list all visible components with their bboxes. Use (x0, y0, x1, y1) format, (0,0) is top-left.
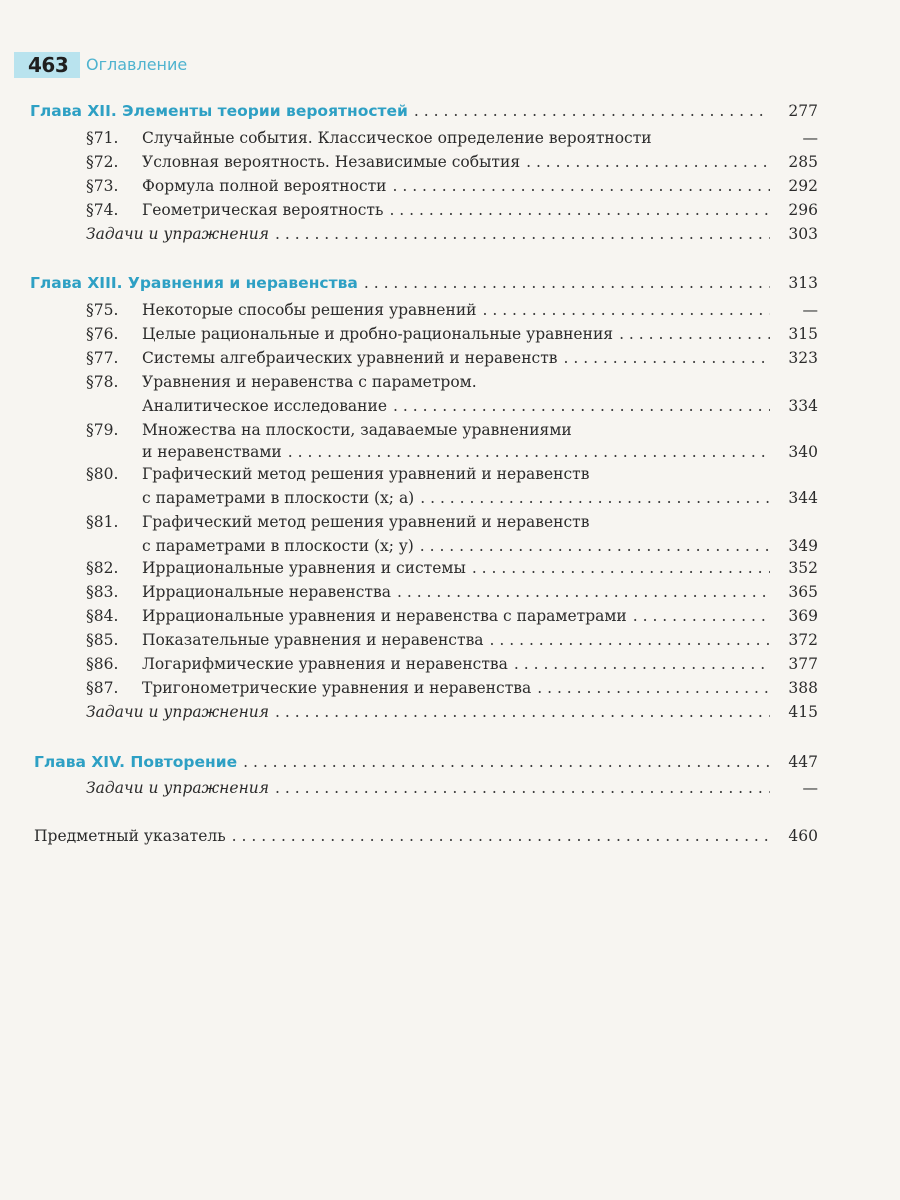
toc-item-83[interactable] (86, 580, 818, 604)
page-ref: 365 (788, 583, 818, 601)
toc-item-76[interactable] (86, 322, 818, 346)
dot-leader (393, 394, 770, 418)
section-number: §75. (86, 301, 119, 319)
page-ref: 303 (788, 225, 818, 243)
dot-leader (537, 676, 770, 700)
page-ref: 415 (788, 703, 818, 721)
section-title-cont: с параметрами в плоскости (x; a) (142, 489, 415, 507)
page-ref: 447 (788, 753, 818, 771)
page-ref: 315 (788, 325, 818, 343)
section-number: §87. (86, 679, 119, 697)
toc-chapter-14[interactable] (34, 750, 818, 774)
dot-leader (633, 604, 770, 628)
toc-item-85[interactable] (86, 628, 818, 652)
page-ref: 323 (788, 349, 818, 367)
toc-item-78[interactable] (142, 394, 818, 418)
page-ref: 349 (788, 537, 818, 555)
section-title: Геометрическая вероятность (142, 201, 384, 219)
section-title: Показательные уравнения и неравенства (142, 631, 484, 649)
toc-chapter-12[interactable] (30, 99, 818, 123)
section-number: §84. (86, 607, 119, 625)
exercises-title: Задачи и упражнения (86, 703, 270, 721)
page-ref: 296 (788, 201, 818, 219)
page-ref: 313 (788, 274, 818, 292)
toc-item-73[interactable] (86, 174, 818, 198)
page-ref: 277 (788, 102, 818, 120)
page-ref: 388 (788, 679, 818, 697)
toc-exercises-13[interactable] (86, 700, 818, 724)
page-number: 463 (28, 53, 69, 77)
section-title: Оглавление (86, 55, 188, 74)
exercises-title: Задачи и упражнения (86, 225, 270, 243)
page-ref: 340 (788, 443, 818, 461)
section-title: Иррациональные уравнения и системы (142, 559, 466, 577)
section-title: Некоторые способы решения уравнений (142, 301, 477, 319)
toc-item-80[interactable] (142, 486, 818, 510)
dot-leader (482, 298, 770, 322)
section-number: §73. (86, 177, 119, 195)
section-number: §79. (86, 421, 119, 439)
toc-item-82[interactable] (86, 556, 818, 580)
section-number: §80. (86, 465, 119, 483)
toc-item-74[interactable] (86, 198, 818, 222)
toc-item-86[interactable] (86, 652, 818, 676)
section-title: Логарифмические уравнения и неравенства (142, 655, 508, 673)
section-number: §86. (86, 655, 119, 673)
dot-leader (364, 271, 770, 295)
toc-item-87[interactable] (86, 676, 818, 700)
toc-item-71[interactable] (86, 126, 818, 150)
toc-item-77[interactable] (86, 346, 818, 370)
dot-leader (243, 750, 770, 774)
toc-item-80-line1[interactable] (86, 462, 590, 486)
dot-leader (526, 150, 770, 174)
dot-leader (564, 346, 770, 370)
section-title: Графический метод решения уравнений и неравенств (142, 465, 590, 483)
dot-leader (490, 628, 770, 652)
section-number: §85. (86, 631, 119, 649)
toc-chapter-13[interactable] (30, 271, 818, 295)
section-title: Системы алгебраических уравнений и неравенств (142, 349, 558, 367)
dot-leader (389, 198, 770, 222)
toc-exercises-12[interactable] (86, 222, 818, 246)
dot-leader (232, 824, 770, 848)
dot-leader (414, 99, 770, 123)
dot-leader (472, 556, 770, 580)
section-title-cont: Аналитическое исследование (142, 397, 388, 415)
section-title: Целые рациональные и дробно-рациональные уравнения (142, 325, 614, 343)
page-ref: — (802, 129, 818, 147)
section-number: §77. (86, 349, 119, 367)
toc-item-75[interactable] (86, 298, 818, 322)
section-title: Иррациональные уравнения и неравенства с параметрами (142, 607, 627, 625)
dot-leader (275, 222, 770, 246)
toc-index[interactable] (34, 824, 818, 848)
dot-leader (514, 652, 770, 676)
section-title: Формула полной вероятности (142, 177, 387, 195)
dot-leader (288, 440, 770, 464)
dot-leader (275, 700, 770, 724)
section-number: §74. (86, 201, 119, 219)
section-title: Графический метод решения уравнений и неравенств (142, 513, 590, 531)
dot-leader (420, 534, 770, 558)
page-ref: 344 (788, 489, 818, 507)
toc-item-79[interactable] (142, 440, 818, 464)
section-title: Иррациональные неравенства (142, 583, 391, 601)
section-title: Множества на плоскости, задаваемые уравнениями (142, 421, 572, 439)
section-title: Уравнения и неравенства с параметром. (142, 373, 477, 391)
section-number: §82. (86, 559, 119, 577)
dot-leader (275, 776, 770, 800)
section-number: §71. (86, 129, 119, 147)
toc-item-81[interactable] (142, 534, 818, 558)
index-title: Предметный указатель (34, 827, 226, 845)
section-title: Тригонометрические уравнения и неравенства (142, 679, 532, 697)
section-title-cont: с параметрами в плоскости (x; y) (142, 537, 414, 555)
toc-item-72[interactable] (86, 150, 818, 174)
exercises-title: Задачи и упражнения (86, 779, 270, 797)
page-ref: 369 (788, 607, 818, 625)
chapter-title: Глава XIV. Повторение (34, 753, 238, 771)
page-ref: 352 (788, 559, 818, 577)
dot-leader (420, 486, 770, 510)
section-number: §72. (86, 153, 119, 171)
page-ref: 334 (788, 397, 818, 415)
section-title: Случайные события. Классическое определение вероятности (142, 129, 652, 147)
toc-item-79-line1[interactable] (86, 418, 572, 442)
chapter-title: Глава XII. Элементы теории вероятностей (30, 102, 408, 120)
chapter-title: Глава XIII. Уравнения и неравенства (30, 274, 358, 292)
page-ref: 285 (788, 153, 818, 171)
section-title-cont: и неравенствами (142, 443, 282, 461)
page-ref: 460 (788, 827, 818, 845)
page-ref: 292 (788, 177, 818, 195)
section-number: §81. (86, 513, 119, 531)
page-ref: — (802, 779, 818, 797)
toc-exercises-14[interactable] (86, 776, 818, 800)
toc-item-84[interactable] (86, 604, 818, 628)
dot-leader (393, 174, 771, 198)
dot-leader (397, 580, 770, 604)
page-ref: 377 (788, 655, 818, 673)
dot-leader (619, 322, 770, 346)
toc-item-78-line1[interactable] (86, 370, 477, 394)
page-ref: — (802, 301, 818, 319)
section-number: §76. (86, 325, 119, 343)
page-ref: 372 (788, 631, 818, 649)
toc-item-81-line1[interactable] (86, 510, 590, 534)
section-number: §78. (86, 373, 119, 391)
section-title: Условная вероятность. Независимые события (142, 153, 521, 171)
section-number: §83. (86, 583, 119, 601)
